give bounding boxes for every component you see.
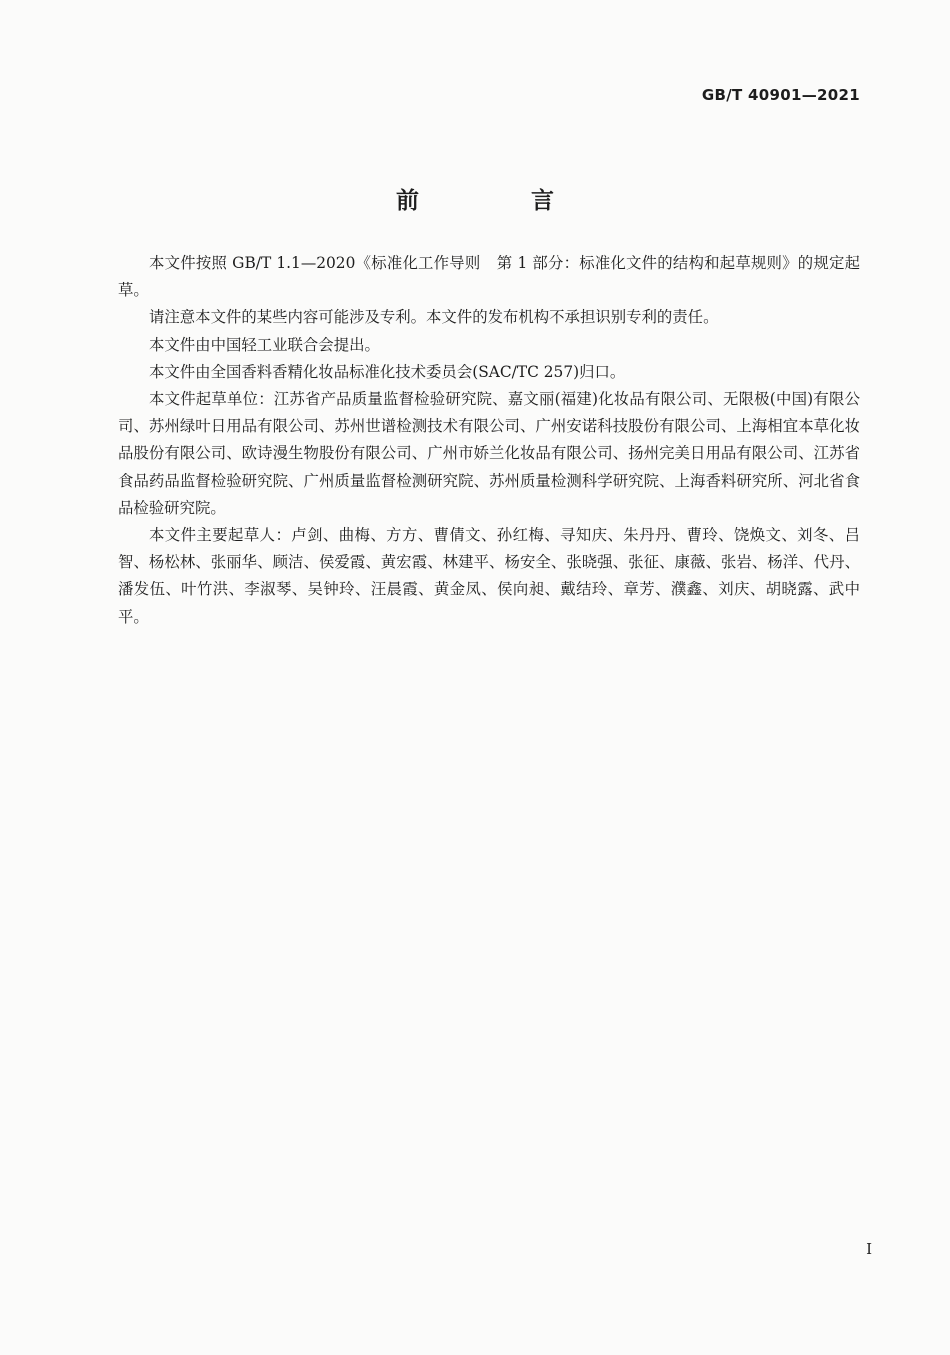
page-title: 前 言 xyxy=(395,187,606,214)
paragraph-technical-committee: 本文件由全国香料香精化妆品标准化技术委员会(SAC/TC 257)归口。 xyxy=(149,362,626,381)
document-body xyxy=(118,250,860,631)
paragraph-drafting-rules xyxy=(118,250,860,304)
paragraph-drafting-units: 本文件起草单位：江苏省产品质量监督检验研究院、嘉文丽(福建)化妆品有限公司、无限极(中国)有限公司、苏州绿叶日用品有限公司、苏州世谱检测技术有限公司、广州安诺科技股份有限公司、上海相宜本草化妆品股份有限公司、欧诗漫生物股份有限公司、广州市娇兰化妆品有限公司、扬州完美日用品有限公司、江苏省食品药品监督检验研究院、广州质量监督检测研究院、苏州质量检测科学研究院、上海香料研究所、河北省食品检验研究院。 xyxy=(118,390,860,517)
paragraph-drafters: 本文件主要起草人：卢剑、曲梅、方方、曹倩文、孙红梅、寻知庆、朱丹丹、曹玲、饶焕文、刘冬、吕智、杨松林、张丽华、顾洁、侯爱霞、黄宏霞、林建平、杨安全、张晓强、张征、康薇、张岩、杨洋、代丹、潘发伍、叶竹洪、李淑琴、吴钟玲、汪晨霞、黄金凤、侯向昶、戴结玲、章芳、濮鑫、刘庆、胡晓露、武中平。 xyxy=(118,526,860,626)
standard-code: GB/T 40901—2021 xyxy=(701,86,860,104)
paragraph-drafting-rules-part1: 本文件按照 GB/T 1.1—2020《标准化工作导则 xyxy=(149,254,481,272)
paragraph-proposer: 本文件由中国轻工业联合会提出。 xyxy=(149,335,380,354)
paragraph-drafting-rules-part2: 第 1 部分：标准化文件的结构和起草规则》的规定起草。 xyxy=(118,254,861,300)
page-number: I xyxy=(866,1240,872,1258)
paragraph-patent-notice: 请注意本文件的某些内容可能涉及专利。本文件的发布机构不承担识别专利的责任。 xyxy=(149,308,719,327)
